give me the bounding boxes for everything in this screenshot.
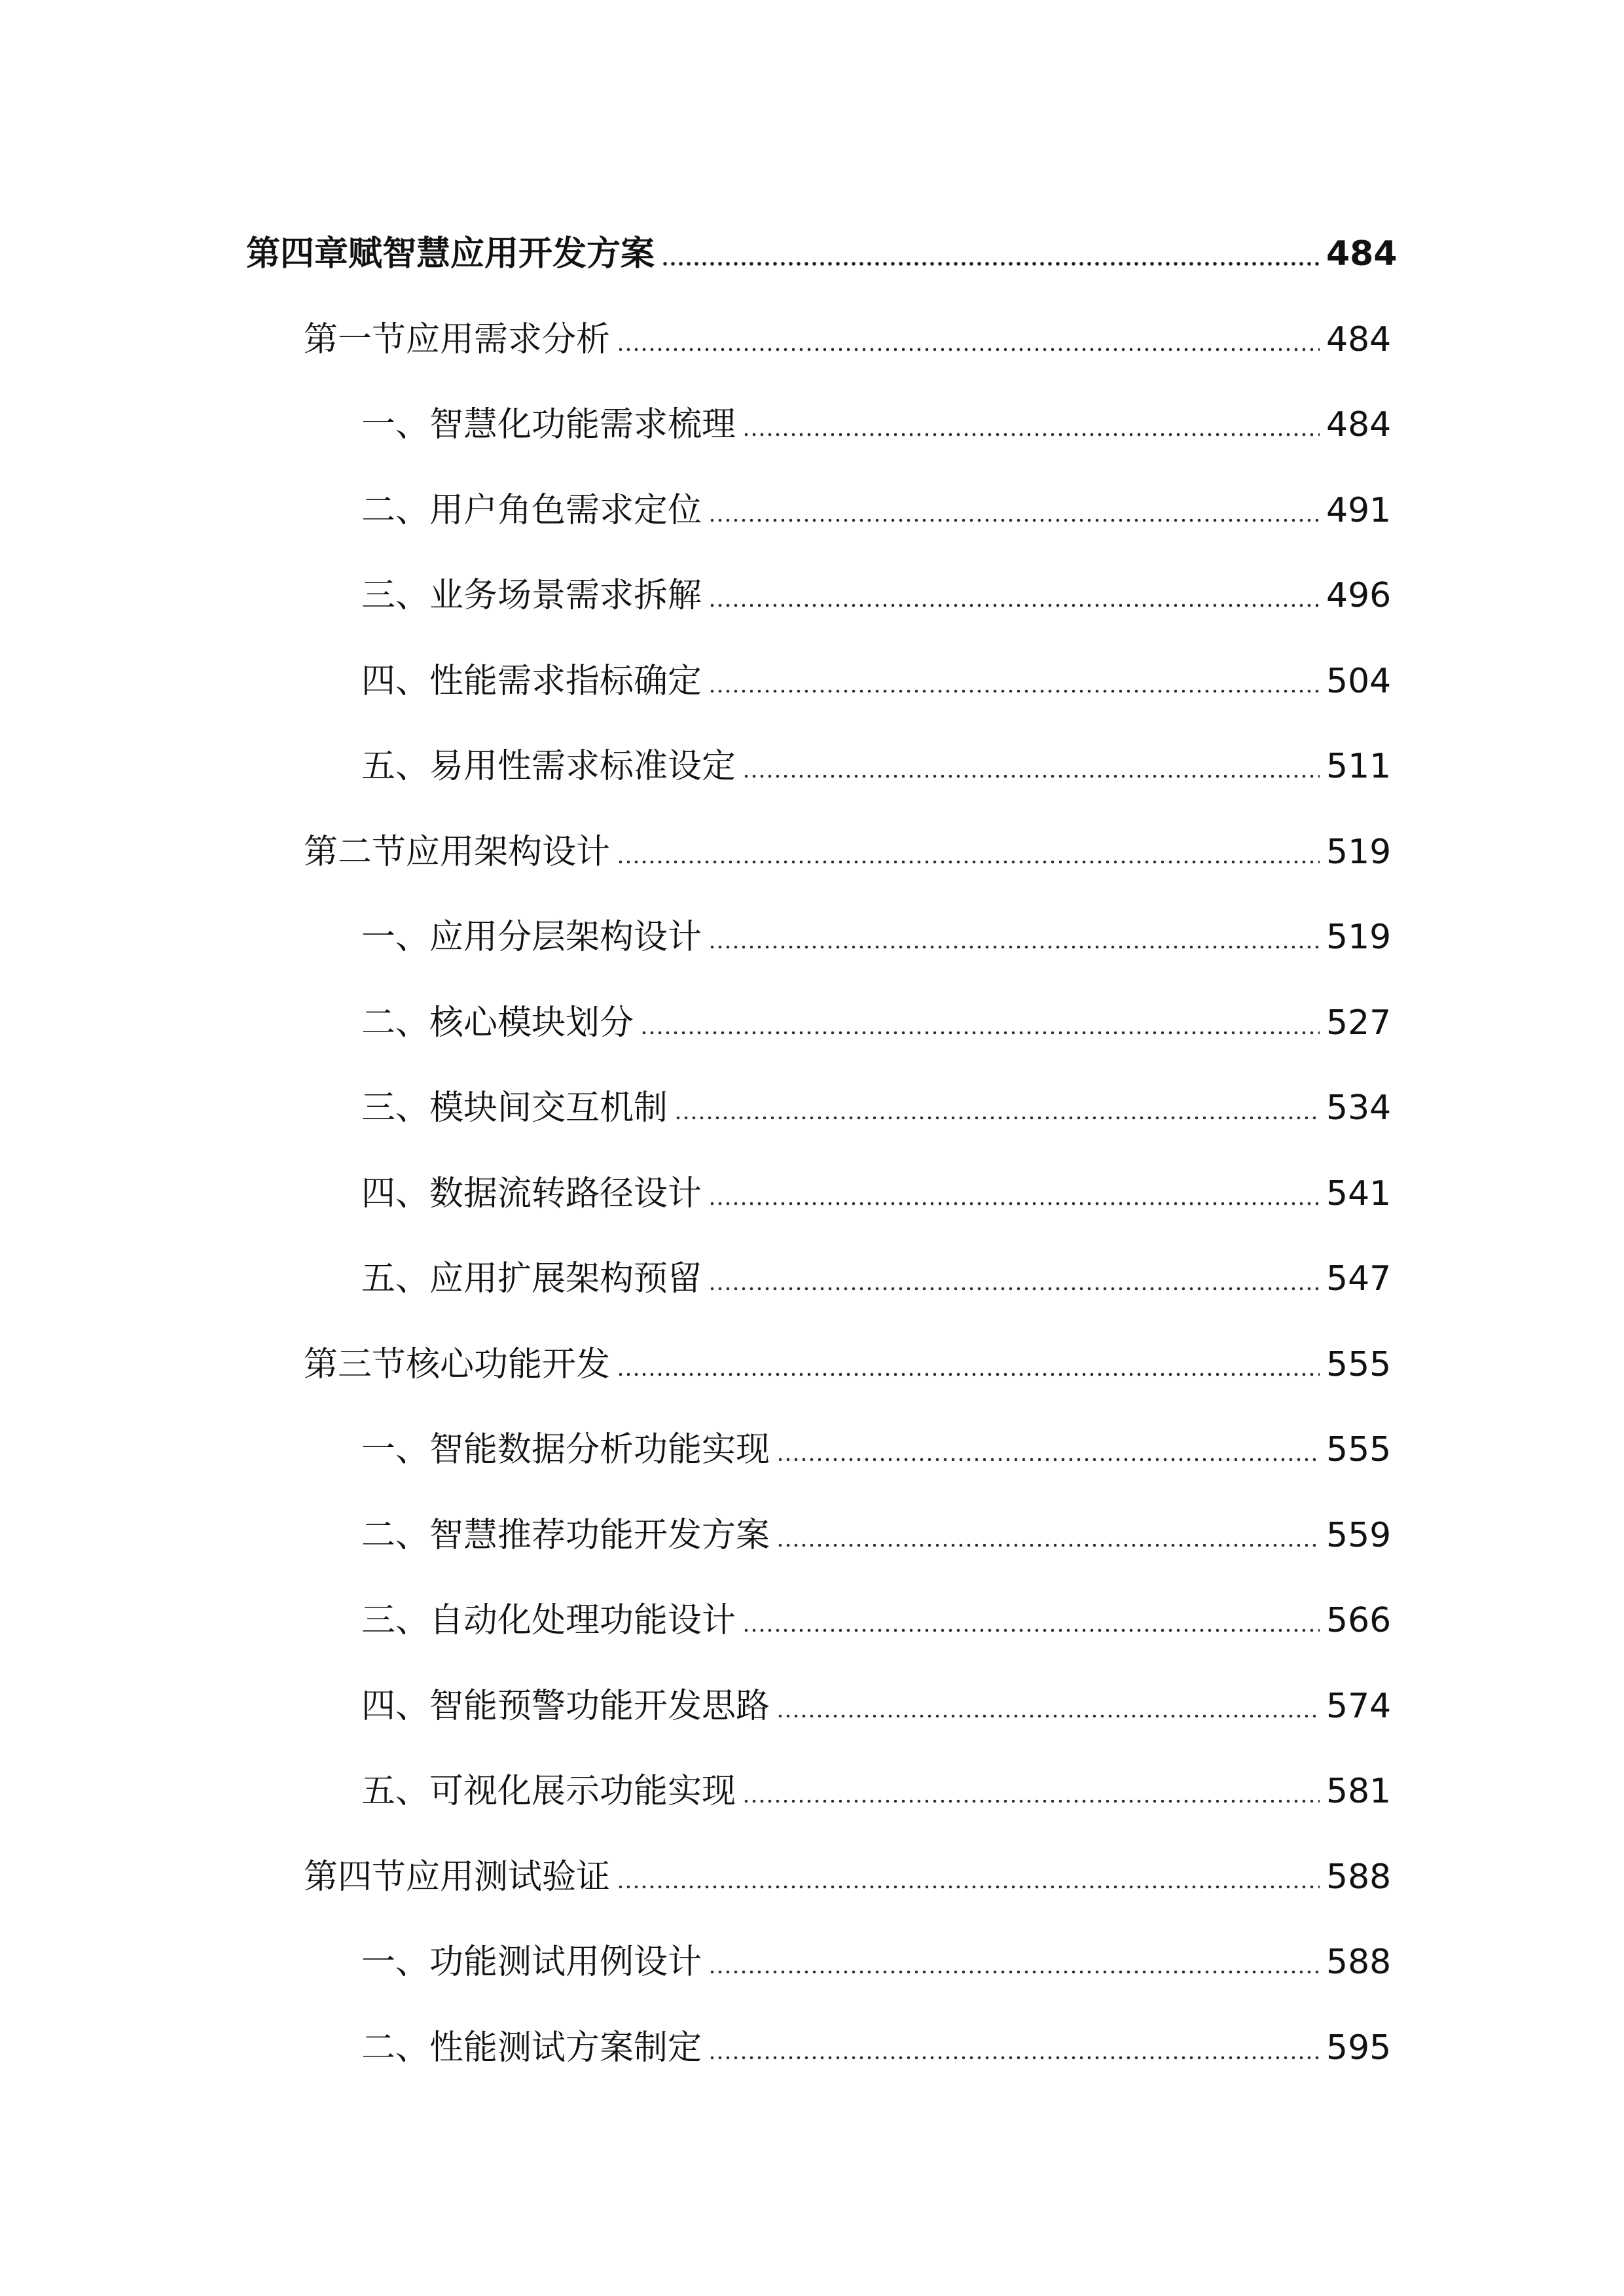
toc-dot-leader bbox=[617, 1884, 1320, 1890]
toc-dot-leader bbox=[742, 774, 1320, 779]
toc-dot-leader bbox=[640, 1030, 1320, 1035]
toc-entry-subsection[interactable] bbox=[246, 1578, 1392, 1664]
toc-entry-title: 四、智能预警功能开发思路 bbox=[361, 1686, 770, 1726]
toc-page-number: 504 bbox=[1326, 661, 1392, 701]
toc-entry-section-3[interactable] bbox=[246, 1322, 1392, 1408]
toc-page-number: 496 bbox=[1326, 576, 1392, 616]
toc-entry-title: 四、数据流转路径设计 bbox=[361, 1174, 702, 1213]
toc-entry-title: 三、业务场景需求拆解 bbox=[361, 576, 702, 616]
toc-page-number: 588 bbox=[1326, 1943, 1392, 1982]
toc-entry-subsection[interactable] bbox=[246, 1920, 1392, 2005]
toc-entry-subsection[interactable] bbox=[246, 1493, 1392, 1579]
toc-page-number: 484 bbox=[1326, 319, 1392, 359]
toc-page-number: 519 bbox=[1326, 918, 1392, 958]
toc-dot-leader bbox=[776, 1457, 1320, 1462]
toc-page-number: 595 bbox=[1326, 2028, 1392, 2068]
toc-page-number: 534 bbox=[1326, 1088, 1392, 1128]
toc-entry-section-4[interactable] bbox=[246, 1835, 1392, 1920]
toc-page-number: 581 bbox=[1326, 1772, 1392, 1812]
toc-page-number: 566 bbox=[1326, 1601, 1392, 1641]
toc-page-number: 484 bbox=[1326, 234, 1398, 274]
toc-entry-subsection[interactable] bbox=[246, 724, 1392, 810]
toc-dot-leader bbox=[708, 518, 1320, 523]
toc-page-number: 541 bbox=[1326, 1174, 1392, 1213]
toc-entry-title: 五、应用扩展架构预留 bbox=[361, 1259, 702, 1299]
toc-entry-section-1[interactable] bbox=[246, 297, 1392, 383]
toc-entry-subsection[interactable] bbox=[246, 1407, 1392, 1493]
toc-entry-title: 第二节应用架构设计 bbox=[304, 832, 611, 872]
toc-dot-leader bbox=[708, 1286, 1320, 1291]
toc-page-number: 574 bbox=[1326, 1686, 1392, 1726]
toc-dot-leader bbox=[708, 1201, 1320, 1206]
toc-entry-subsection[interactable] bbox=[246, 1151, 1392, 1237]
table-of-contents bbox=[246, 211, 1398, 2090]
toc-entry-title: 三、自动化处理功能设计 bbox=[361, 1601, 736, 1641]
toc-entry-title: 一、应用分层架构设计 bbox=[361, 918, 702, 958]
toc-entry-subsection[interactable] bbox=[246, 1664, 1392, 1749]
toc-entry-subsection[interactable] bbox=[246, 1066, 1392, 1151]
toc-entry-title: 第四节应用测试验证 bbox=[304, 1857, 611, 1897]
toc-page-number: 527 bbox=[1326, 1003, 1392, 1043]
toc-dot-leader bbox=[708, 603, 1320, 608]
toc-dot-leader bbox=[708, 944, 1320, 950]
toc-dot-leader bbox=[742, 432, 1320, 437]
toc-entry-title: 一、功能测试用例设计 bbox=[361, 1943, 702, 1982]
toc-page-number: 484 bbox=[1326, 405, 1392, 445]
toc-entry-title: 二、性能测试方案制定 bbox=[361, 2028, 702, 2068]
toc-page-number: 491 bbox=[1326, 490, 1392, 530]
toc-entry-title: 第四章赋智慧应用开发方案 bbox=[246, 234, 655, 274]
toc-entry-title: 一、智能数据分析功能实现 bbox=[361, 1430, 770, 1470]
toc-entry-title: 五、可视化展示功能实现 bbox=[361, 1772, 736, 1812]
toc-dot-leader bbox=[708, 689, 1320, 694]
toc-dot-leader bbox=[661, 261, 1320, 266]
toc-entry-title: 二、用户角色需求定位 bbox=[361, 490, 702, 530]
toc-dot-leader bbox=[776, 1543, 1320, 1548]
toc-dot-leader bbox=[776, 1713, 1320, 1719]
toc-entry-subsection[interactable] bbox=[246, 1236, 1392, 1322]
toc-dot-leader bbox=[742, 1799, 1320, 1804]
toc-dot-leader bbox=[708, 2055, 1320, 2060]
toc-entry-section-2[interactable] bbox=[246, 810, 1392, 895]
toc-entry-subsection[interactable] bbox=[246, 382, 1392, 468]
toc-entry-title: 第一节应用需求分析 bbox=[304, 319, 611, 359]
toc-entry-title: 一、智慧化功能需求梳理 bbox=[361, 405, 736, 445]
toc-entry-title: 三、模块间交互机制 bbox=[361, 1088, 668, 1128]
toc-entry-subsection[interactable] bbox=[246, 895, 1392, 980]
toc-entry-title: 第三节核心功能开发 bbox=[304, 1344, 611, 1384]
toc-page-number: 555 bbox=[1326, 1344, 1392, 1384]
toc-dot-leader bbox=[617, 347, 1320, 352]
toc-page-number: 559 bbox=[1326, 1515, 1392, 1555]
toc-entry-subsection[interactable] bbox=[246, 553, 1392, 639]
toc-page-number: 511 bbox=[1326, 747, 1392, 787]
toc-page-number: 588 bbox=[1326, 1857, 1392, 1897]
toc-entry-subsection[interactable] bbox=[246, 468, 1392, 554]
toc-dot-leader bbox=[742, 1628, 1320, 1633]
toc-dot-leader bbox=[617, 859, 1320, 865]
toc-entry-subsection[interactable] bbox=[246, 2005, 1392, 2091]
toc-entry-title: 二、核心模块划分 bbox=[361, 1003, 634, 1043]
toc-entry-title: 二、智慧推荐功能开发方案 bbox=[361, 1515, 770, 1555]
toc-dot-leader bbox=[617, 1372, 1320, 1377]
toc-entry-subsection[interactable] bbox=[246, 1749, 1392, 1835]
toc-entry-subsection[interactable] bbox=[246, 980, 1392, 1066]
toc-page-number: 555 bbox=[1326, 1430, 1392, 1470]
toc-dot-leader bbox=[708, 1969, 1320, 1975]
toc-entry-subsection[interactable] bbox=[246, 639, 1392, 725]
toc-entry-title: 四、性能需求指标确定 bbox=[361, 661, 702, 701]
toc-entry-title: 五、易用性需求标准设定 bbox=[361, 747, 736, 787]
toc-entry-chapter-4[interactable] bbox=[246, 211, 1398, 297]
toc-page-number: 547 bbox=[1326, 1259, 1392, 1299]
toc-page-number: 519 bbox=[1326, 832, 1392, 872]
toc-dot-leader bbox=[674, 1115, 1320, 1121]
